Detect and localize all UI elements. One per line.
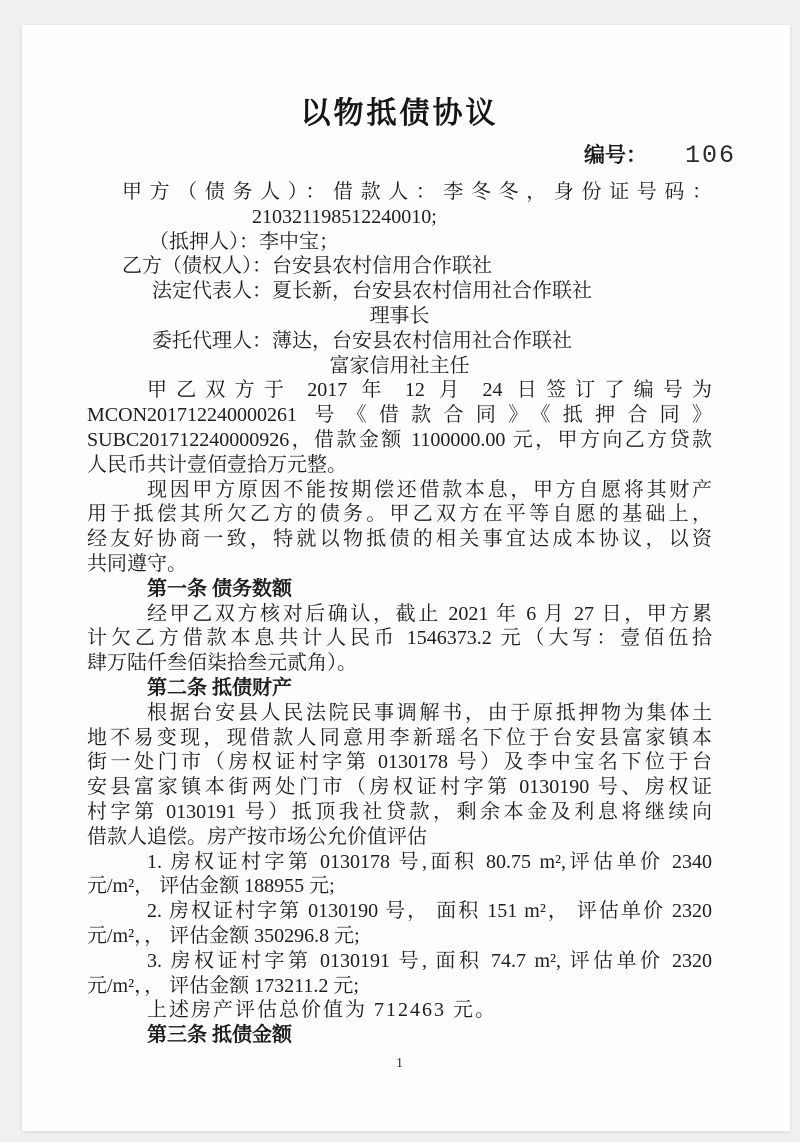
text-line: 村字第 0130191 号）抵顶我社贷款，剩余本金及利息将继续向: [87, 800, 712, 823]
text-line: 理事长: [369, 304, 430, 327]
text-line: 元/m²，， 评估金额 350296.8 元;: [87, 924, 360, 947]
text-line: 经甲乙双方核对后确认，截止 2021 年 6 月 27 日，甲方累: [147, 602, 712, 625]
document-number-label: 编号：: [583, 143, 647, 167]
text-line: 法定代表人：夏长新，台安县农村信用社合作联社: [152, 280, 592, 303]
text-line: SUBC201712240000926，借款金额 1100000.00 元，甲方向乙方贷款: [87, 428, 712, 451]
text-line: 现因甲方原因不能按期偿还借款本息，甲方自愿将其财产: [147, 478, 712, 501]
text-line: 甲方（债务人）：借款人：李冬冬，身份证号码：: [122, 181, 712, 203]
text-line: 3. 房权证村字第 0130191 号, 面积 74.7 m², 评估单价 2320: [147, 949, 712, 972]
text-line: 元/m²，， 评估金额 173211.2 元;: [87, 974, 359, 997]
text-line: 计欠乙方借款本息共计人民币 1546373.2 元（大写：壹佰伍拾: [87, 627, 712, 650]
document-body: [87, 180, 712, 1048]
text-line: 上述房产评估总价值为 712463 元。: [147, 999, 497, 1022]
section-heading: 第三条 抵债金额: [147, 1024, 292, 1047]
text-line: 乙方（债权人）：台安县农村信用合作联社: [122, 255, 492, 278]
text-line: （抵押人）：李中宝；: [149, 230, 339, 253]
text-line: 街一处门市（房权证村字第 0130178 号）及李中宝名下位于台: [87, 751, 712, 774]
document-number-value: 106: [684, 141, 736, 170]
text-line: MCON201712240000261 号《借款合同》《抵押合同》: [87, 404, 712, 427]
text-line: 安县富家镇本街两处门市（房权证村字第 0130190 号、房权证: [87, 776, 712, 799]
text-line: 借款人追偿。房产按市场公允价值评估: [87, 825, 427, 848]
text-line: 富家信用社主任: [329, 354, 470, 377]
section-heading: 第二条 抵债财产: [147, 676, 292, 699]
text-line: 根据台安县人民法院民事调解书，由于原抵押物为集体土: [147, 701, 712, 724]
page-number: 1: [396, 1055, 403, 1071]
text-line: 用于抵偿其所欠乙方的债务。甲乙双方在平等自愿的基础上，: [87, 503, 712, 526]
text-line: 1. 房权证村字第 0130178 号,面积 80.75 m²,评估单价 2340: [147, 850, 712, 873]
text-line: 210321198512240010;: [252, 205, 437, 228]
text-line: 地不易变现，现借款人同意用李新瑶名下位于台安县富家镇本: [87, 726, 712, 749]
document-page: [22, 25, 790, 1131]
document-title: 以物抵债协议: [300, 97, 499, 130]
text-line: 元/m²， 评估金额 188955 元;: [87, 875, 335, 898]
text-line: 2. 房权证村字第 0130190 号， 面积 151 m²， 评估单价 2320: [147, 900, 712, 923]
text-line: 共同遵守。: [87, 552, 187, 575]
text-line: 甲乙双方于 2017 年 12 月 24 日签订了编号为: [147, 379, 712, 402]
text-line: 委托代理人：薄达，台安县农村信用社合作联社: [152, 329, 572, 352]
text-line: 经友好协商一致，特就以物抵债的相关事宜达成本协议，以资: [87, 528, 712, 551]
text-line: 肆万陆仟叁佰柒拾叁元贰角）。: [87, 652, 357, 675]
document-number-row: [87, 140, 736, 171]
section-heading: 第一条 债务数额: [147, 577, 292, 600]
text-line: 人民币共计壹佰壹拾万元整。: [87, 453, 347, 476]
